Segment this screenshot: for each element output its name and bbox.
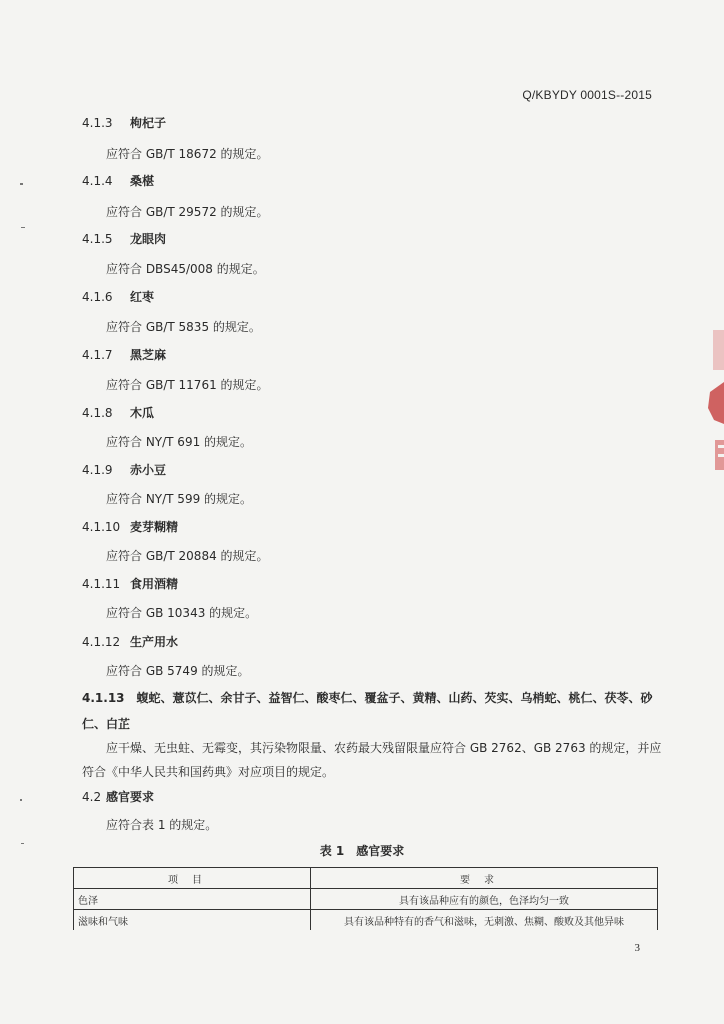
section-number: 4.1.3 — [82, 116, 113, 130]
section-title: 龙眼肉 — [130, 232, 167, 246]
section-text: 应符合 NY/T 691 的规定。 — [106, 435, 253, 449]
section-text: 应符合表 1 的规定。 — [106, 818, 218, 832]
section-text: 应符合 DBS45/008 的规定。 — [106, 262, 265, 276]
sensory-requirements-table — [73, 867, 658, 930]
section-number: 4.1.5 — [82, 232, 113, 246]
section-number: 4.1.10 — [82, 520, 121, 534]
section-title: 黑芝麻 — [130, 348, 167, 362]
section-paragraph: 应干燥、无虫蛀、无霉变，其污染物限量、农药最大残留限量应符合 GB 2762、GB 2763 的规定，并应符合《中华人民共和国药典》对应项目的规定。 — [82, 741, 662, 779]
section-heading — [82, 114, 166, 131]
section-title: 生产用水 — [130, 635, 179, 649]
section-heading — [82, 346, 166, 363]
standard-code: Q/KBYDY 0001S--2015 — [522, 88, 652, 102]
section-heading — [82, 633, 178, 650]
table-cell-requirement: 具有该品种应有的颜色，色泽均匀一致 — [311, 889, 658, 910]
section-text: 应符合 GB 10343 的规定。 — [106, 606, 258, 620]
section-heading-multiline: 4.1.13 蝮蛇、薏苡仁、余甘子、益智仁、酸枣仁、覆盆子、黄精、山药、芡实、乌梢蛇、桃仁、茯苓、砂仁、白芷 — [82, 691, 653, 731]
section-heading — [82, 788, 154, 805]
section-heading — [82, 461, 166, 478]
section-title: 感官要求 — [106, 790, 155, 804]
section-number: 4.1.11 — [82, 577, 121, 591]
section-number: 4.1.9 — [82, 463, 113, 477]
section-title: 赤小豆 — [130, 463, 167, 477]
scan-speck — [21, 227, 25, 228]
section-heading — [82, 404, 154, 421]
section-text: 应符合 NY/T 599 的规定。 — [106, 492, 253, 506]
section-heading — [82, 288, 154, 305]
table-cell-requirement: 具有该品种特有的香气和滋味，无刺激、焦糊、酸败及其他异味 — [311, 910, 658, 931]
page-number: 3 — [634, 942, 640, 954]
scan-speck — [20, 183, 23, 185]
table-cell-item: 色泽 — [74, 889, 311, 910]
section-text: 应符合 GB/T 20884 的规定。 — [106, 549, 269, 563]
section-number: 4.1.8 — [82, 406, 113, 420]
section-text: 应符合 GB/T 11761 的规定。 — [106, 378, 269, 392]
section-heading — [82, 230, 166, 247]
table-header-cell: 要求 — [311, 868, 658, 889]
table-header-cell: 项目 — [74, 868, 311, 889]
section-title: 食用酒精 — [130, 577, 179, 591]
section-title: 木瓜 — [130, 406, 155, 420]
table-cell-item: 滋味和气味 — [74, 910, 311, 931]
section-heading — [82, 172, 154, 189]
section-number: 4.1.12 — [82, 635, 121, 649]
section-title: 桑椹 — [130, 174, 155, 188]
section-heading — [82, 575, 178, 592]
section-text: 应符合 GB/T 5835 的规定。 — [106, 320, 261, 334]
section-title: 红枣 — [130, 290, 155, 304]
section-number: 4.2 — [82, 790, 102, 804]
scan-speck — [21, 843, 24, 844]
section-heading — [82, 518, 178, 535]
section-number: 4.1.4 — [82, 174, 113, 188]
table-header-row — [74, 868, 658, 889]
section-text: 应符合 GB 5749 的规定。 — [106, 664, 250, 678]
table-row — [74, 889, 658, 910]
section-number: 4.1.7 — [82, 348, 113, 362]
section-text: 应符合 GB/T 29572 的规定。 — [106, 205, 269, 219]
table-caption: 表 1 感官要求 — [319, 844, 405, 858]
scan-speck — [20, 799, 22, 801]
section-text: 应符合 GB/T 18672 的规定。 — [106, 147, 269, 161]
section-number: 4.1.6 — [82, 290, 113, 304]
table-row — [74, 910, 658, 931]
seal-stamp-fragment — [704, 330, 724, 490]
section-title: 枸杞子 — [130, 116, 167, 130]
section-title: 麦芽糊精 — [130, 520, 179, 534]
